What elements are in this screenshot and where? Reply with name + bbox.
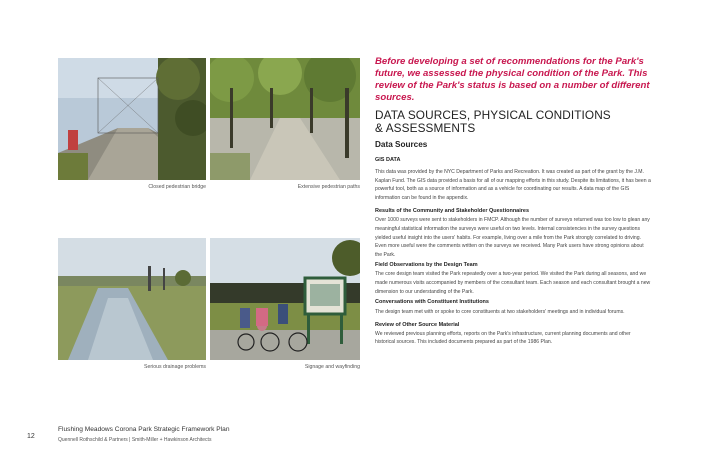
photo-closed-pedestrian-bridge <box>58 58 206 180</box>
section-heading: Results of the Community and Stakeholder Questionnaires <box>375 208 530 215</box>
photo-caption: Signage and wayfinding <box>304 364 360 370</box>
section-heading: Field Observations by the Design Team <box>375 262 478 269</box>
section-heading: GIS DATA <box>375 157 401 163</box>
photo-caption: Extensive pedestrian paths <box>297 184 360 190</box>
section-title: Data Sources <box>375 140 428 149</box>
section-body: The design team met with or spoke to core constituents at two stakeholders' meetings and in individual forums. <box>375 309 625 316</box>
section-conversations <box>375 299 651 317</box>
footer-subtitle: Quennell Rothschild & Partners | Smith-Miller + Hawkinson Architects <box>58 437 212 443</box>
page-number: 12 <box>27 433 35 440</box>
section-body: We reviewed previous planning efforts, reports on the Park's infrastructure, current planning documents and other historical sources. This included documents prepared as part of the 1986 Plan. <box>375 330 631 346</box>
page-title-line-2: & ASSESSMENTS <box>375 120 476 135</box>
section-heading: Review of Other Source Material <box>375 321 460 328</box>
photo-serious-drainage-problems <box>58 238 206 360</box>
section-body: This data was provided by the NYC Department of Parks and Recreation. It was created as part of the grant by the J.M. Kaplan Fund. The GIS data provided a basis for all of our mapping efforts in this study. Despite its limitations, it has been a powerful tool, both as a source of information and as a vehicle for coordinating our results. A data map of the GIS information can be found in the appendix. <box>375 169 651 201</box>
intro-statement: Before developing a set of recommendations for the Park's future, we assessed the physical condition of the Park. This review of the Park's status is based on a number of different sources. <box>375 56 650 103</box>
section-body: Over 1000 surveys were sent to stakeholders in FMCP. Although the number of surveys returned was too low to glean any meaningful statistical information the surveys were useful on two levels. Internal consistencies in the survey questions yielded useful insight into the users' habits. For example, living over a mile from the Park strongly correlated to driving. Even more useful were the comments written on the surveys we received. Many Park users have strong opinions about the Park. <box>375 217 650 258</box>
footer-title: Flushing Meadows Corona Park Strategic Framework Plan <box>58 426 230 433</box>
page-title-line-1: DATA SOURCES, PHYSICAL CONDITIONS <box>375 108 611 122</box>
section-questionnaires <box>375 208 651 259</box>
text-column <box>375 56 651 347</box>
photo-extensive-pedestrian-paths <box>210 58 360 180</box>
section-field-observations <box>375 262 651 296</box>
section-gis-data <box>375 157 651 202</box>
photo-caption: Serious drainage problems <box>144 364 206 370</box>
photo-caption: Closed pedestrian bridge <box>148 184 206 190</box>
photo-signage-and-wayfinding <box>210 238 360 360</box>
page-title <box>375 109 651 134</box>
section-body: The core design team visited the Park repeatedly over a two-year period. We visited the Park during all seasons, and we made numerous visits accompanied by members of the consultant team. Each season and each consultant brought a new dimension to our understanding of the Park. <box>375 271 651 295</box>
section-other-sources <box>375 322 651 347</box>
section-heading: Conversations with Constituent Institutions <box>375 299 489 306</box>
